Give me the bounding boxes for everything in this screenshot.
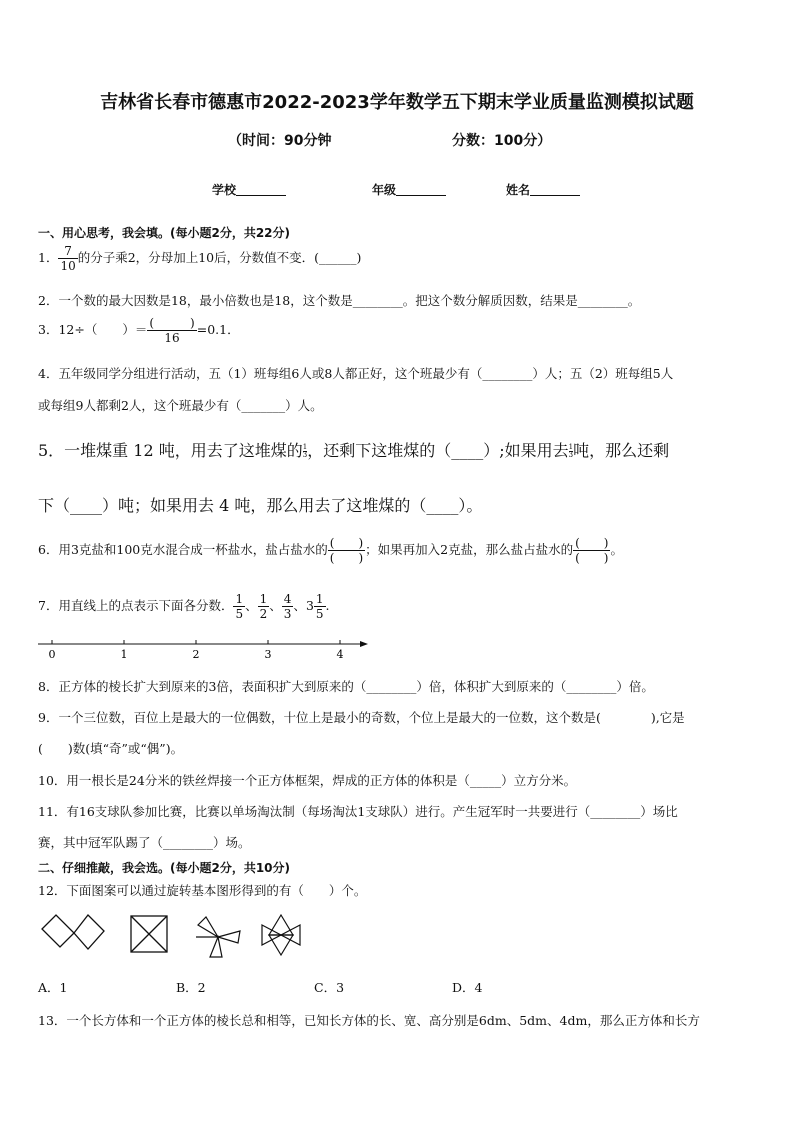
question-11-line-2: 赛，其中冠军队踢了（________）场。 (38, 835, 251, 850)
pattern-3-blade-3 (210, 937, 222, 957)
tick-label-0: 0 (48, 648, 56, 661)
question-6 (38, 536, 623, 565)
pattern-3-figure (196, 917, 242, 959)
pattern-4-triangle-up (269, 915, 293, 935)
question-7 (38, 592, 330, 621)
name-blank[interactable] (530, 183, 580, 196)
page-title: 吉林省长春市德惠市2022-2023学年数学五下期末学业质量监测模拟试题 (100, 92, 694, 113)
tick-label-2: 2 (192, 648, 200, 661)
question-3-fraction (147, 316, 196, 345)
school-field[interactable] (212, 181, 286, 198)
frac-num: 4 (283, 592, 292, 606)
frac-num: 1 (259, 592, 268, 606)
frac-den: 3 (302, 451, 308, 459)
option-a[interactable]: A．1 (38, 980, 68, 995)
frac-den: 5 (315, 607, 324, 621)
frac-den: 2 (259, 607, 268, 621)
question-13: 13．一个长方体和一个正方体的棱长总和相等，已知长方体的长、宽、高分别是6dm、5dm、4dm，那么正方体和长方 (38, 1013, 700, 1028)
frac-num: ( ) (329, 536, 364, 550)
frac-den: 3 (568, 451, 574, 459)
number-line (38, 636, 368, 666)
score-label: 分数：100分） (452, 133, 552, 149)
frac-den: 3 (283, 607, 292, 621)
separator: 、 (269, 598, 282, 613)
frac-num: 1 (568, 443, 574, 451)
q6-fraction-1 (328, 536, 365, 565)
time-label: （时间：90分钟 (228, 133, 332, 149)
question-1 (38, 244, 361, 273)
q7-end: . (325, 598, 330, 613)
q6-part-b: ；如果再加入2克盐，那么盐占盐水的 (365, 542, 574, 557)
question-11-line-1: 11．有16支球队参加比赛，比赛以单场淘汰制（每场淘汰1支球队）进行。产生冠军时一共要进行（________）场比 (38, 804, 678, 819)
frac-num: 1 (302, 443, 308, 451)
frac-den: 5 (235, 607, 244, 621)
q6-part-a: 6．用3克盐和100克水混合成一杯盐水，盐占盐水的 (38, 542, 328, 557)
question-8: 8．正方体的棱长扩大到原来的3倍，表面积扩大到原来的（________）倍，体积扩大到原来的（________）倍。 (38, 679, 654, 694)
pattern-1-figure (42, 913, 104, 957)
frac-den: 10 (60, 259, 76, 273)
question-5-line-1 (38, 438, 669, 461)
frac-num: 1 (315, 592, 324, 606)
question-2: 2．一个数的最大因数是18，最小倍数也是18，这个数是________。把这个数分解质因数，结果是________。 (38, 293, 641, 308)
question-10: 10．用一根长是24分米的铁丝焊接一个正方体框架，焊成的正方体的体积是（_____）立方分米。 (38, 773, 577, 788)
q5-part-c: 吨，那么还剩 (573, 441, 670, 460)
grade-field[interactable] (372, 181, 446, 198)
school-label: 学校 (212, 183, 237, 197)
pattern-1-right-square (74, 915, 104, 949)
q5-part-a: 5．一堆煤重 12 吨，用去了这堆煤的 (38, 441, 303, 460)
q7-text: 7．用直线上的点表示下面各分数． (38, 598, 234, 613)
frac-den: ( ) (329, 551, 364, 565)
question-9-line-1: 9．一个三位数，百位上是最大的一位偶数，十位上是最小的奇数，个位上是最大的一位数，这个数是( ),它是 (38, 710, 685, 725)
question-1-text: 的分子乘2，分母加上10后，分数值不变．(______) (77, 250, 362, 265)
separator: 、 (293, 598, 306, 613)
grade-label: 年级 (372, 183, 397, 197)
question-4-line-2: 或每组9人都剩2人，这个班最少有（_______）人。 (38, 398, 323, 413)
question-3-post: =0.1． (196, 322, 240, 337)
question-12: 12．下面图案可以通过旋转基本图形得到的有（ ）个。 (38, 883, 367, 898)
school-blank[interactable] (236, 183, 286, 196)
name-label: 姓名 (506, 183, 531, 197)
number-line-ticks (52, 640, 340, 644)
grade-blank[interactable] (396, 183, 446, 196)
question-9-line-2: ( )数(填“奇”或“偶”)。 (38, 741, 184, 756)
question-1-fraction (58, 244, 77, 273)
q7-fraction-2 (258, 592, 270, 621)
pattern-3-blade-1 (198, 917, 218, 937)
mixed-whole: 3 (305, 598, 314, 613)
q5-part-b: ，还剩下这堆煤的（____）;如果用去 (307, 441, 569, 460)
q7-fraction-3 (282, 592, 294, 621)
question-3 (38, 316, 240, 345)
arrow-icon (360, 641, 368, 647)
name-field[interactable] (506, 181, 580, 198)
pattern-4-triangle-down (269, 935, 293, 955)
pattern-3-blade-2 (218, 931, 240, 943)
question-1-number: 1． (38, 250, 59, 265)
option-d[interactable]: D．4 (452, 980, 483, 995)
tick-label-1: 1 (120, 648, 128, 661)
section-2-heading: 二、仔细推敲，我会选。(每小题2分，共10分) (38, 861, 291, 875)
q7-fraction-1 (233, 592, 245, 621)
question-5-line-2: 下（____）吨；如果用去 4 吨，那么用去了这堆煤的（____）。 (38, 496, 483, 515)
frac-num: ( ) (575, 536, 609, 550)
pattern-4-figure (260, 914, 302, 956)
frac-num: 7 (58, 244, 77, 259)
q6-part-c: 。 (610, 542, 623, 557)
frac-den: ( ) (575, 551, 609, 565)
frac-num: ( ) (149, 316, 195, 330)
option-c[interactable]: C．3 (314, 980, 345, 995)
frac-den: 16 (164, 331, 180, 345)
section-1-heading: 一、用心思考，我会填。(每小题2分，共22分) (38, 226, 291, 240)
tick-label-3: 3 (264, 648, 272, 661)
question-3-pre: 3．12÷（ ）＝ (38, 322, 148, 337)
option-b[interactable]: B．2 (176, 980, 206, 995)
separator: 、 (245, 598, 258, 613)
tick-label-4: 4 (336, 648, 344, 661)
pattern-2-figure (130, 915, 168, 953)
frac-num: 1 (235, 592, 244, 606)
pattern-1-left-square (42, 915, 74, 947)
question-4-line-1: 4．五年级同学分组进行活动，五（1）班每组6人或8人都正好，这个班最少有（________）人；五（2）班每组5人 (38, 366, 674, 381)
q6-fraction-2 (573, 536, 610, 565)
q7-fraction-4 (314, 592, 326, 621)
